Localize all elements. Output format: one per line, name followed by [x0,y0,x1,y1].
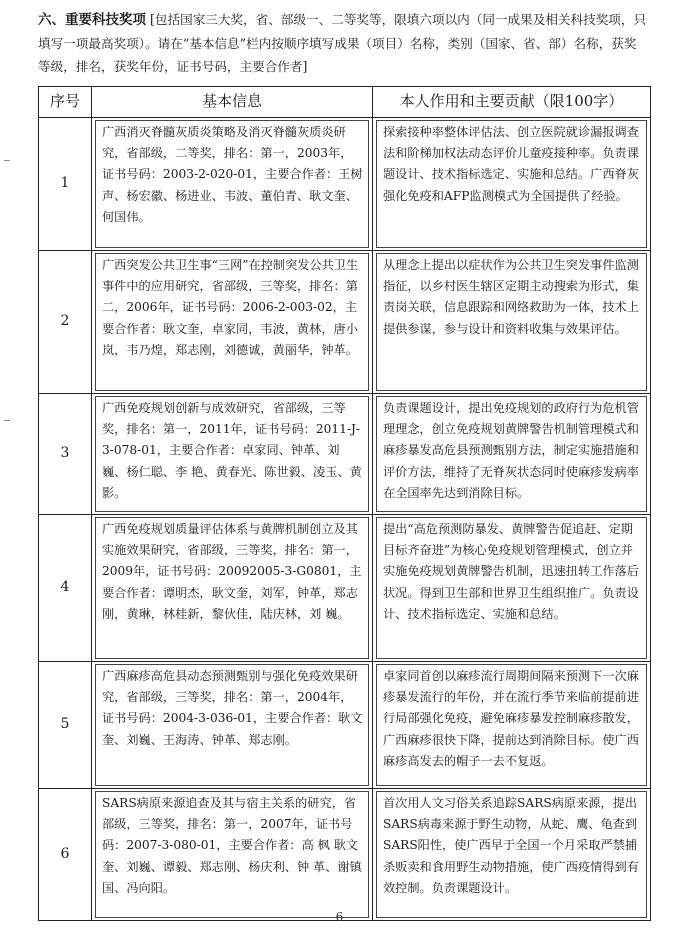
row-basic-info: 广西突发公共卫生事“三网”在控制突发公共卫生事件中的应用研究，省部级，三等奖，排名：第二，2006年，证书号码：2006-2-003-02，主要合作者：耿文奎，卓家同，韦波，黄林，唐小岚，韦乃煌，郑志刚，刘德诚，黄丽华，钟革。 [95,253,369,391]
section-heading [38,8,648,78]
table-row [39,662,651,789]
row-basic-info: SARS病原来源追查及其与宿主关系的研究，省部级，三等奖，排名：第一，2007年，证书号码：2007-3-080-01，主要合作者：高 枫 耿文奎、刘巍、谭毅、郑志刚、杨庆利、钟 革、谢镇国、冯向阳。 [95,791,369,918]
page-number: 6 [335,910,344,924]
header-basic-info: 基本信息 [92,87,373,118]
table-row [39,515,651,662]
binding-margin-mark [4,420,10,421]
row-seq: 2 [39,251,92,394]
row-contribution: 探索接种率整体评估法、创立医院就诊漏报调查法和阶梯加权法动态评价儿童疫接种率。负责课题设计、技术指标选定、实施和总结。广西脊灰强化免疫和AFP监测模式为全国提供了经验。 [376,120,647,248]
row-basic-info: 广西麻疹高危县动态预测甄别与强化免疫效果研究，省部级，三等奖，排名：第一，2004年，证书号码：2004-3-036-01，主要合作者：耿文奎、刘巍、王海涛、钟革、郑志刚。 [95,664,369,786]
awards-table [38,86,651,921]
section-title: 六、重要科技奖项 [38,12,146,28]
table-row [39,789,651,921]
section-instructions: [包括国家三大奖，省、部级一、二等奖等，限填六项以内（同一成果及相关科技奖项，只填写一项最高奖项）。请在“基本信息”栏内按顺序填写成果（项目）名称，类别（国家、省、部）名称，获奖等级，排名，获奖年份，证书号码，主要合作者] [38,12,647,74]
table-row [39,251,651,394]
header-seq: 序号 [39,87,92,118]
row-seq: 6 [39,789,92,921]
table-row [39,394,651,515]
header-contribution: 本人作用和主要贡献（限100字） [373,87,651,118]
row-seq: 1 [39,118,92,251]
row-basic-info: 广西消灭脊髓灰质炎策略及消灭脊髓灰质炎研究，省部级，二等奖，排名：第一，2003年，证书号码：2003-2-020-01，主要合作者：王树声、杨宏徽、杨进业、韦波、董伯青、耿文奎、何国伟。 [95,120,369,248]
row-contribution: 首次用人文习俗关系追踪SARS病原来源，提出SARS病毒来源于野生动物，从蛇、鹰、龟查到SARS阳性，使广西早于全国一个月采取严禁捕杀贩卖和食用野生动物措施，使广西疫情得到有效控制。负责课题设计。 [376,791,647,918]
binding-margin-mark [4,160,10,161]
row-contribution: 从理念上提出以症状作为公共卫生突发事件监测指征，以乡村医生辖区定期主动搜索为形式，集责岗关联，信息跟踪和网络救助为一体，技术上提供参谋，参与设计和资料收集与效果评估。 [376,253,647,391]
row-contribution: 卓家同首创以麻疹流行周期间隔来预测下一次麻疹暴发流行的年份，并在流行季节来临前提前进行局部强化免疫，避免麻疹暴发控制麻疹散发，广西麻疹很快下降，提前达到消除目标。使广西麻疹高发去的帽子一去不复返。 [376,664,647,786]
row-seq: 5 [39,662,92,789]
row-contribution: 提出“高危预测防暴发、黄牌警告促追赶、定期目标齐奋进”为核心免疫规划管理模式，创立并实施免疫规划黄牌警告机制，迅速扭转工作落后状况。得到卫生部和世界卫生组织推广。负责设计、技术指标选定、实施和总结。 [376,517,647,659]
row-basic-info: 广西免疫规划创新与成效研究，省部级，三等奖，排名：第一，2011年，证书号码：2011-J-3-078-01，主要合作者：卓家同、钟革、刘 巍、杨仁聪、李 艳、黄春光、陈世毅、凌玉、黄 影。 [95,396,369,512]
table-row [39,118,651,251]
row-contribution: 负责课题设计，提出免疫规划的政府行为危机管理理念，创立免疫规划黄牌警告机制管理模式和麻疹暴发高危县预测甄别方法，制定实施措施和评价方法，维持了无脊灰状态同时使麻疹发病率在全国率先达到消除目标。 [376,396,647,512]
row-basic-info: 广西免疫规划质量评估体系与黄牌机制创立及其实施效果研究，省部级，三等奖，排名：第一，2009年，证书号码：20092005-3-G0801，主要合作者：谭明杰，耿文奎，刘军，钟革，郑志刚，黄琳，林桂新，黎伙佳，陆庆林，刘 巍。 [95,517,369,659]
table-header-row [39,87,651,118]
row-seq: 4 [39,515,92,662]
row-seq: 3 [39,394,92,515]
